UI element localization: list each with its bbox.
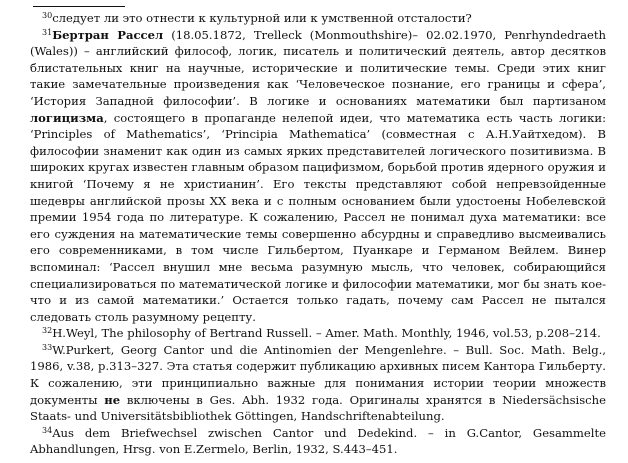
- footnote-33: [30, 342, 606, 425]
- footnote-separator-rule: [33, 6, 125, 7]
- footnote-text: Aus dem Briefwechsel zwischen Cantor und Dedekind. – in G.Cantor, Gesammelte Abhandlungen, Hrsg. von E.Zermelo, Berlin, 1932, S.443–451.: [30, 425, 606, 457]
- footnote-text: следует ли это отнести к культурной или к умственной отсталости?: [52, 11, 472, 25]
- footnote-number: 33: [42, 342, 53, 352]
- footnote-text: W.Purkert, Georg Cantor und die Antinomien der Mengenlehre. – Bull. Soc. Math. Belg., 1986, v.38, p.313–327. Эта статья содержит публикацию архивных писем Кантора Гильберту. К сожалению, эти принципиально важные для понимания истории теории множеств документы: [30, 342, 606, 407]
- footnote-32: [30, 325, 606, 342]
- footnotes-area: [30, 6, 606, 458]
- footnote-31: [30, 27, 606, 326]
- footnote-text-continued: включены в Ges. Abh. 1932 года. Оригиналы хранятся в Niedersächsische Staats- und Universitätsbibliothek Göttingen, Handschriftenabteilung.: [30, 392, 607, 424]
- footnote-text: (18.05.1872, Trelleck (Monmouthshire)– 02.02.1970, Penrhyndedraeth (Wales)) – английский философ, логик, писатель и политический деятель, автор десятков блистательных книг на научные, исторические и политические темы. Среди этих книг такие замечательные произведения как ‘Человеческое познание, его границы и сфера’, ‘История Западной философии’. В логике и основаниях математики был партизаном: [30, 27, 606, 108]
- footnote-text-continued: , состоящего в пропаганде нелепой идеи, что математика есть часть логики: ‘Principles of Mathematics’, ‘Principia Mathematica’ (совместная с А.Н.Уайтхедом). В философии знаменит как один из самых ярких представителей логического позитивизма. В широких кругах известен главным образом пацифизмом, борьбой против ядерного оружия и книгой ‘Почему я не христианин’. Его тексты представляют собой непревзойденные шедевры английской прозы XX века и с полным основанием были удостоены Нобелевской премии 1954 года по литературе. К сожалению, Рассел не понимал духа математики: все его суждения на математические темы совершенно абсурдны и справедливо высмеивались его современниками, в том числе Гильбертом, Пуанкаре и Германом Вейлем. Винер вспоминал: ‘Рассел внушил мне весьма разумную мысль, что человек, собирающийся специализироваться по математической логике и философии математики, мог бы знать кое-что и из самой математики.’ Остается только гадать, почему сам Рассел не пытался следовать столь разумному рецепту.: [30, 110, 606, 324]
- footnote-number: 31: [42, 27, 53, 37]
- footnote-number: 34: [42, 425, 53, 435]
- footnote-text: H.Weyl, The philosophy of Bertrand Russell. – Amer. Math. Monthly, 1946, vol.53, p.208–214.: [52, 326, 601, 341]
- emphasized-word: не: [104, 392, 121, 407]
- footnote-number: 30: [42, 11, 53, 20]
- footnote-number: 32: [42, 326, 53, 336]
- emphasized-term: логицизма: [30, 110, 104, 125]
- footnote-34: [30, 425, 606, 458]
- person-name: Бертран Рассел: [52, 27, 164, 42]
- footnote-30: [30, 10, 606, 27]
